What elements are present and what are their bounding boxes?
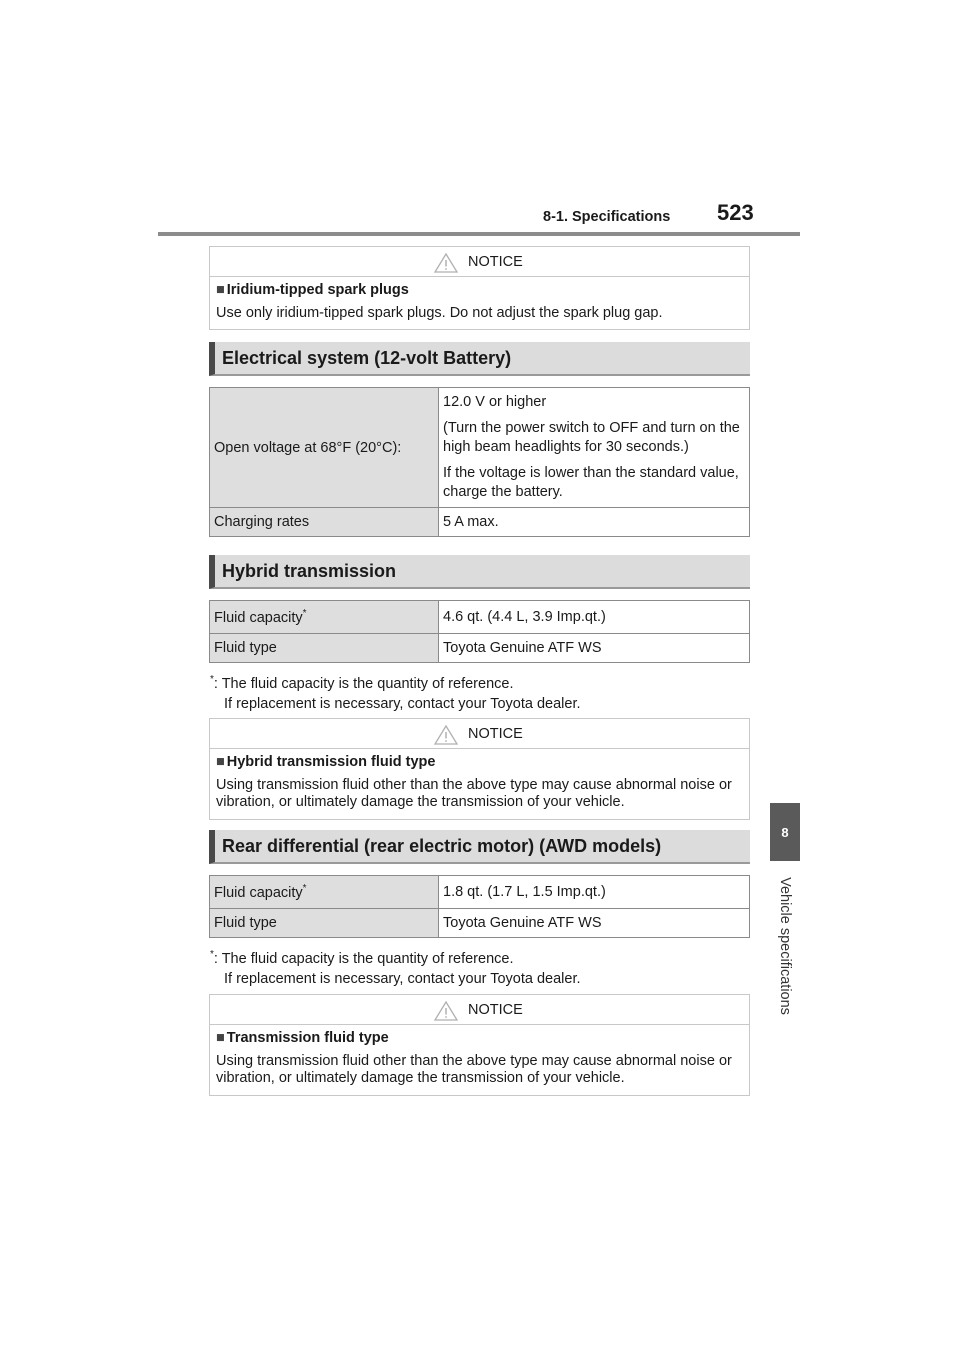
chapter-tab[interactable]: 8 [770,803,800,861]
notice-header [210,719,749,749]
spec-value-line: (Turn the power switch to OFF and turn on the high beam headlights for 30 seconds.) [443,420,740,455]
bullet-square-icon: ■ [216,282,225,298]
notice-heading: NOTICE [468,254,523,270]
warning-triangle-icon [434,253,458,273]
notice-heading: NOTICE [468,1002,523,1018]
notice-text: Using transmission fluid other than the above type may cause abnormal noise or vibration, or ultimately damage the transmission of your vehicle. [216,1052,732,1086]
spec-label: Fluid type [210,634,439,663]
table-row [210,876,750,909]
footnote-mark: * [210,949,214,960]
spec-value: 5 A max. [439,508,750,537]
spec-value-line: If the voltage is lower than the standard value, charge the battery. [443,465,739,500]
table-row [210,388,750,508]
spec-label: Fluid type [210,909,439,938]
spec-label: Open voltage at 68°F (20°C): [210,388,439,508]
warning-triangle-icon [434,725,458,745]
chapter-label: Vehicle specifications [777,877,793,1015]
bullet-square-icon: ■ [216,1030,225,1046]
spec-label: Fluid capacity* [210,876,439,909]
footnote-text: : The fluid capacity is the quantity of reference. [213,950,514,967]
spec-value: 1.8 qt. (1.7 L, 1.5 Imp.qt.) [439,876,750,909]
table-row [210,601,750,634]
warning-triangle-icon [434,1001,458,1021]
footnote [210,670,581,714]
section-heading-rear-differential: Rear differential (rear electric motor) (AWD models) [209,830,750,864]
table-row [210,634,750,663]
section-title: 8-1. Specifications [543,209,671,225]
notice-text: Use only iridium-tipped spark plugs. Do not adjust the spark plug gap. [216,304,663,321]
footnote-mark: * [210,674,214,685]
notice-transmission-fluid [209,994,750,1096]
spec-label: Fluid capacity* [210,601,439,634]
rear-differential-table [209,875,750,938]
spec-value-line: 12.0 V or higher [443,394,547,410]
spec-label: Charging rates [210,508,439,537]
section-heading-electrical: Electrical system (12-volt Battery) [209,342,750,376]
header-rule [158,232,800,236]
spec-value: Toyota Genuine ATF WS [439,909,750,938]
footnote-mark: * [302,883,307,895]
footnote [210,945,581,989]
notice-heading: NOTICE [468,726,523,742]
bullet-square-icon: ■ [216,754,225,770]
hybrid-table [209,600,750,663]
footnote-text: If replacement is necessary, contact your Toyota dealer. [224,970,581,987]
footnote-text: If replacement is necessary, contact your Toyota dealer. [224,695,581,712]
spec-value: 4.6 qt. (4.4 L, 3.9 Imp.qt.) [439,601,750,634]
notice-text: Using transmission fluid other than the above type may cause abnormal noise or vibration, or ultimately damage the transmission of your vehicle. [216,776,732,810]
notice-header [210,247,749,277]
table-row [210,909,750,938]
section-heading-hybrid: Hybrid transmission [209,555,750,589]
notice-hybrid-fluid [209,718,750,820]
notice-spark-plugs [209,246,750,330]
table-row [210,508,750,537]
notice-subheading: Transmission fluid type [226,1030,389,1046]
spec-value [439,388,750,508]
page-number: 523 [717,200,754,225]
notice-subheading: Iridium-tipped spark plugs [226,282,409,298]
footnote-mark: * [302,608,307,620]
spec-value: Toyota Genuine ATF WS [439,634,750,663]
notice-header [210,995,749,1025]
footnote-text: : The fluid capacity is the quantity of reference. [213,675,514,692]
notice-subheading: Hybrid transmission fluid type [226,754,436,770]
electrical-table [209,387,750,537]
